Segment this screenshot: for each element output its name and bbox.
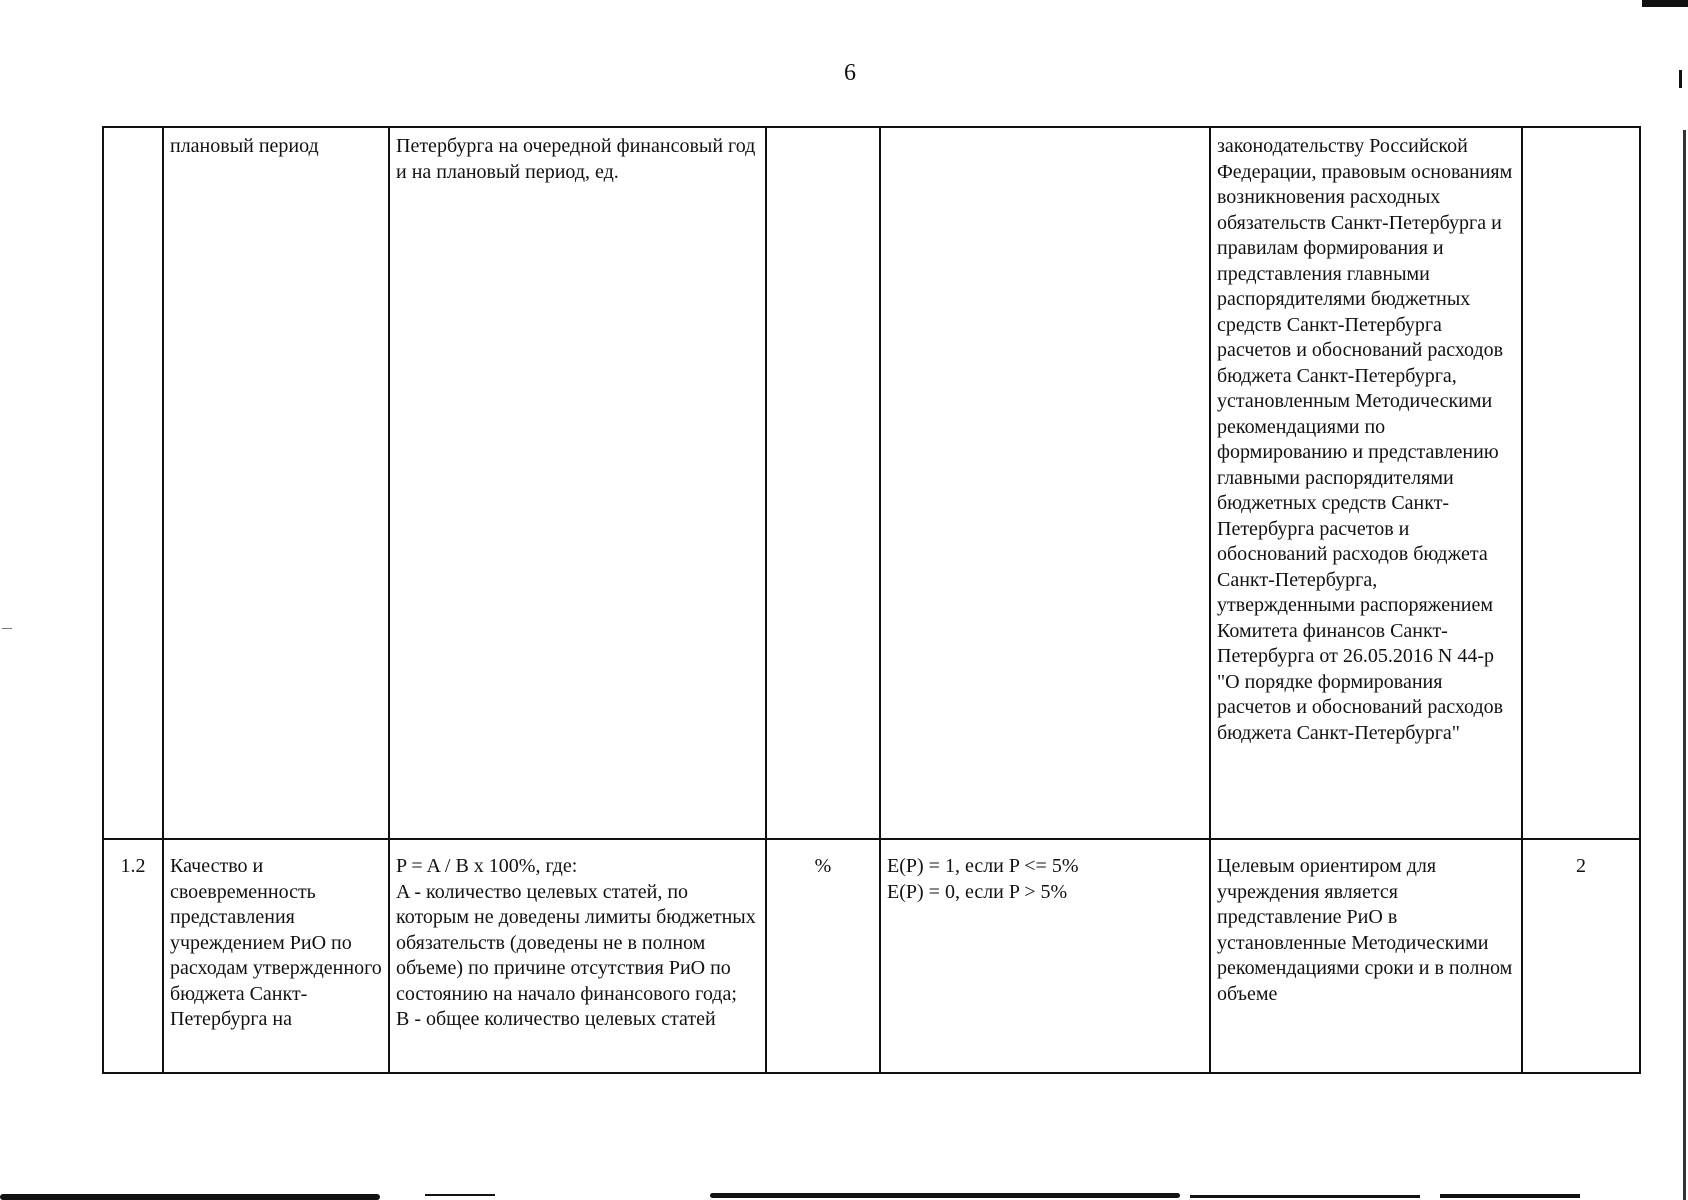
formula-cell: P = A / B x 100%, где: A - количество целевых статей, по которым не доведены лимиты бюджетных обязательств (доведены не в полном объеме) по причине отсутствия РиО по состоянию на начало финансового года; B - общее количество целевых статей	[389, 839, 766, 1073]
row-number-cell: 1.2	[103, 839, 163, 1073]
row-number-cell	[103, 127, 163, 839]
scan-artifact	[425, 1194, 495, 1196]
criteria-table	[102, 126, 1641, 1074]
unit-cell	[766, 127, 880, 839]
scan-artifact	[1642, 0, 1688, 7]
weight-cell: 2	[1522, 839, 1640, 1073]
scan-artifact	[1190, 1195, 1420, 1198]
scan-artifact	[1679, 70, 1682, 88]
table-row	[103, 127, 1640, 839]
scoring-cell	[880, 127, 1210, 839]
page-number: 6	[844, 60, 856, 86]
formula-cell: Петербурга на очередной финансовый год и на плановый период, ед.	[389, 127, 766, 839]
weight-cell	[1522, 127, 1640, 839]
indicator-cell: плановый период	[163, 127, 389, 839]
scan-artifact	[710, 1193, 1180, 1198]
scan-artifact	[2, 628, 12, 629]
table-row	[103, 839, 1640, 1073]
scan-artifact	[1440, 1194, 1580, 1198]
scan-artifact	[0, 1194, 380, 1200]
target-cell: Целевым ориентиром для учреждения является представление РиО в установленные Методическими рекомендациями сроки и в полном объеме	[1210, 839, 1522, 1073]
scoring-cell: E(P) = 1, если P <= 5% E(P) = 0, если P > 5%	[880, 839, 1210, 1073]
unit-cell: %	[766, 839, 880, 1073]
scan-artifact	[1683, 130, 1686, 1200]
target-cell: законодательству Российской Федерации, правовым основаниям возникновения расходных обязательств Санкт-Петербурга и правилам формирования и представления главными распорядителями бюджетных средств Санкт-Петербурга расчетов и обоснований расходов бюджета Санкт-Петербурга, установленным Методическими рекомендациями по формированию и представлению главными распорядителями бюджетных средств Санкт-Петербурга расчетов и обоснований расходов бюджета Санкт-Петербурга, утвержденными распоряжением Комитета финансов Санкт-Петербурга от 26.05.2016 N 44-р "О порядке формирования расчетов и обоснований расходов бюджета Санкт-Петербурга"	[1210, 127, 1522, 839]
indicator-cell: Качество и своевременность представления учреждением РиО по расходам утвержденного бюджета Санкт-Петербурга на	[163, 839, 389, 1073]
